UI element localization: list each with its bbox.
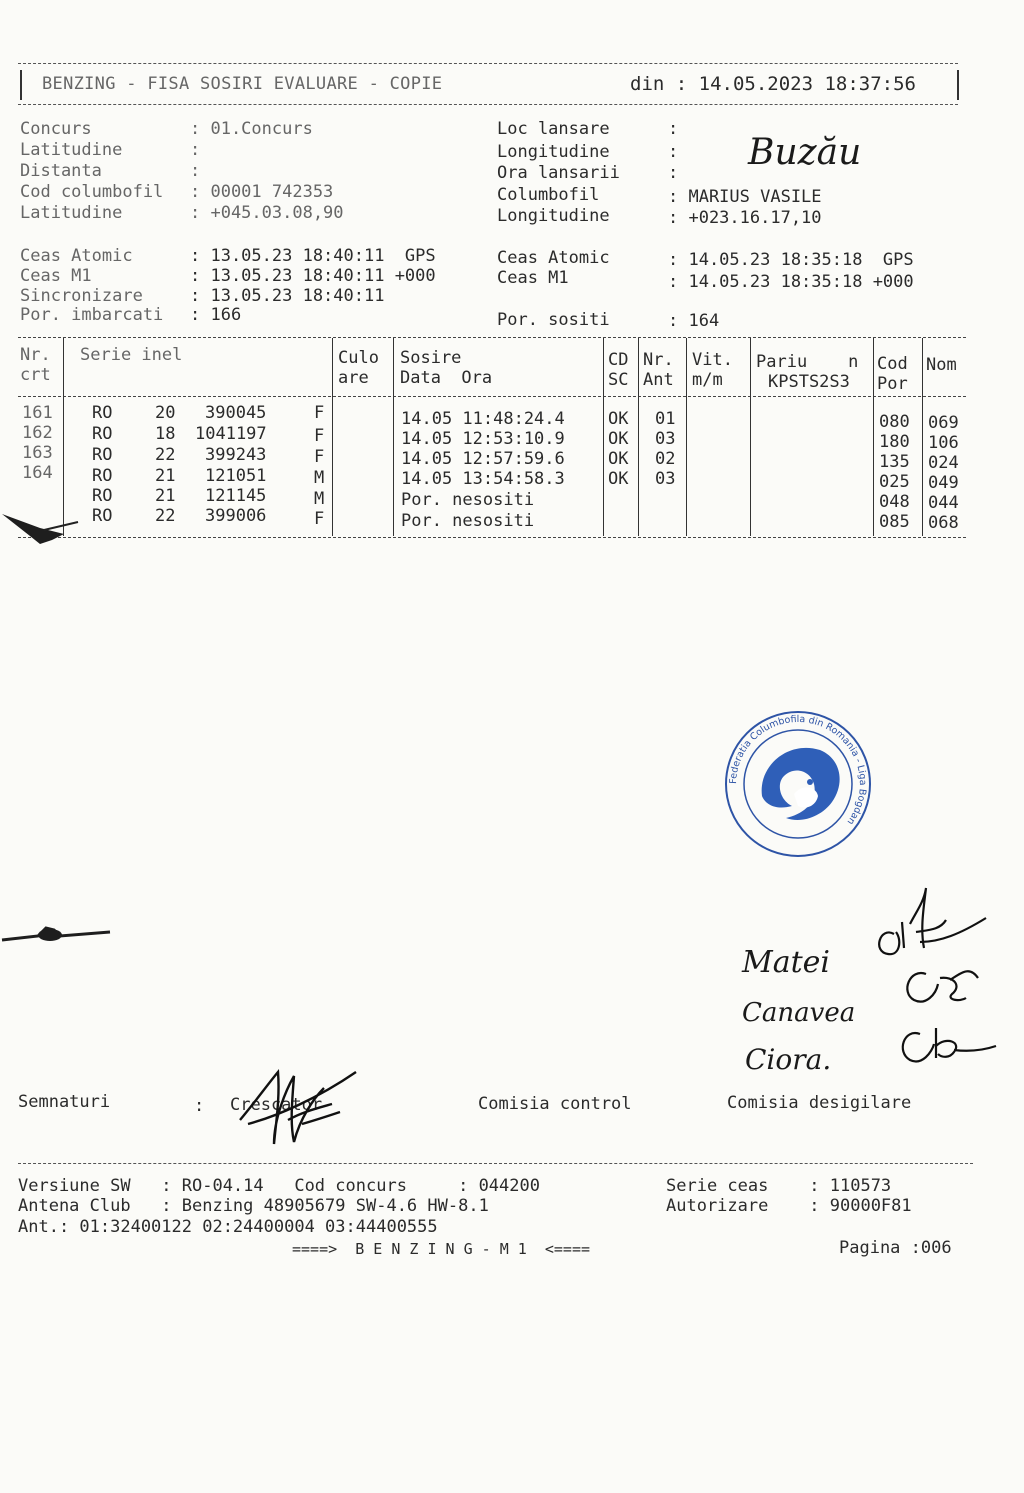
document-title: BENZING - FISA SOSIRI EVALUARE - COPIE: [42, 74, 443, 94]
header-cd: CD: [608, 350, 629, 370]
cell-cod: 048: [879, 492, 910, 512]
info-label: Cod columbofil: [20, 182, 164, 202]
cell-an: 18: [155, 424, 176, 444]
header-por: Por: [877, 374, 908, 394]
header-ant: Ant: [643, 370, 674, 390]
crescator-signature-icon: [228, 1058, 368, 1153]
info-value: : 00001 742353: [190, 182, 334, 202]
info-label: Distanta: [20, 161, 102, 181]
cell-nom: 069: [928, 413, 959, 433]
cell-tara: RO: [92, 424, 113, 444]
cell-nr: 162: [22, 423, 53, 443]
cell-inel: 1041197: [195, 424, 267, 444]
header-nom: Nom: [926, 355, 957, 375]
cell-cod: 085: [879, 512, 910, 532]
cell-sosire: Por. nesositi: [401, 511, 535, 531]
clock-value: : 13.05.23 18:40:11 GPS: [190, 246, 436, 266]
cell-nom: 068: [928, 513, 959, 533]
cell-ant: 03: [655, 469, 676, 489]
handwritten-name: Canavea: [742, 998, 856, 1028]
cell-sex: F: [314, 403, 325, 423]
cell-sex: F: [314, 509, 325, 529]
cell-nom: 024: [928, 453, 959, 473]
footer-antennas: Ant.: 01:32400122 02:24400004 03:44400555: [18, 1217, 438, 1237]
signatures-colon: :: [194, 1096, 205, 1116]
cell-inel: 121051: [205, 466, 267, 486]
handwritten-name: Ciora.: [745, 1043, 832, 1076]
cell-sex: M: [314, 468, 325, 488]
cell-sosire: 14.05 11:48:24.4: [401, 409, 565, 429]
footer-autorizare: Autorizare : 90000F81: [666, 1196, 912, 1216]
cell-nr: 161: [22, 403, 53, 423]
cell-nom: 106: [928, 433, 959, 453]
cell-cd: OK: [608, 449, 629, 469]
header-pariu: Pariu n: [756, 352, 859, 372]
header-nr: Nr.: [20, 345, 51, 365]
signature-crescator-label: Crescator: [230, 1095, 323, 1115]
cell-cd: OK: [608, 469, 629, 489]
info-value: : 01.Concurs: [190, 119, 313, 139]
header-mm: m/m: [692, 370, 723, 390]
header-culoare-2: are: [338, 368, 369, 388]
info-value: : +045.03.08,90: [190, 203, 344, 223]
cell-an: 22: [155, 445, 176, 465]
cell-cod: 080: [879, 412, 910, 432]
info-value: :: [190, 140, 201, 160]
clock-label: Por. imbarcati: [20, 305, 164, 325]
header-sc: SC: [608, 370, 629, 390]
cell-sex: F: [314, 447, 325, 467]
punch-mark-icon: [0, 500, 80, 550]
signature-comisia-control-label: Comisia control: [478, 1094, 632, 1114]
clock-label: Sincronizare: [20, 286, 143, 306]
cell-inel: 121145: [205, 486, 267, 506]
cell-tara: RO: [92, 403, 113, 423]
clock-label: Ceas Atomic: [497, 248, 610, 268]
cell-inel: 399243: [205, 445, 267, 465]
cell-nom: 044: [928, 493, 959, 513]
header-sosire: Sosire: [400, 348, 462, 368]
cell-tara: RO: [92, 506, 113, 526]
header-nr-ant: Nr.: [643, 350, 674, 370]
cell-tara: RO: [92, 486, 113, 506]
header-crt: crt: [20, 365, 51, 385]
cell-an: 22: [155, 506, 176, 526]
cell-ant: 02: [655, 449, 676, 469]
cell-cod: 025: [879, 472, 910, 492]
stamp-seal-icon: [722, 710, 874, 858]
footer-sw-version: Versiune SW : RO-04.14 Cod concurs : 044200: [18, 1176, 540, 1196]
cell-tara: RO: [92, 466, 113, 486]
cell-sosire: 14.05 13:54:58.3: [401, 469, 565, 489]
info-label: Longitudine: [497, 206, 610, 226]
cell-sosire: 14.05 12:53:10.9: [401, 429, 565, 449]
punch-mark-icon: [0, 918, 115, 948]
clock-value: : 13.05.23 18:40:11 +000: [190, 266, 436, 286]
cell-sosire: Por. nesositi: [401, 490, 535, 510]
handwritten-location: Buzău: [748, 132, 862, 173]
header-kpsts: KPSTS2S3: [768, 372, 850, 392]
cell-ant: 03: [655, 429, 676, 449]
header-border-right: [957, 70, 959, 100]
cell-inel: 390045: [205, 403, 267, 423]
cell-ant: 01: [655, 409, 676, 429]
clock-value: : 14.05.23 18:35:18 GPS: [668, 250, 914, 270]
page-number: Pagina :006: [839, 1238, 952, 1258]
clock-value: : 14.05.23 18:35:18 +000: [668, 272, 914, 292]
info-value: :: [190, 161, 201, 181]
cell-an: 21: [155, 466, 176, 486]
clock-value: : 164: [668, 311, 720, 331]
footer-serie-ceas: Serie ceas : 110573: [666, 1176, 892, 1196]
header-culoare: Culo: [338, 348, 379, 368]
info-value: : +023.16.17,10: [668, 208, 822, 228]
cell-an: 20: [155, 403, 176, 423]
footer-antena-club: Antena Club : Benzing 48905679 SW-4.6 HW-8.1: [18, 1196, 489, 1216]
cell-cd: OK: [608, 409, 629, 429]
info-label: Loc lansare: [497, 119, 610, 139]
cell-nom: 049: [928, 473, 959, 493]
stamp-text: Federatia Columbofila din Romania - Liga Bogdan: [727, 713, 869, 827]
clock-value: : 166: [190, 305, 242, 325]
cell-sex: M: [314, 489, 325, 509]
clock-label: Ceas M1: [497, 268, 569, 288]
cell-cod: 180: [879, 432, 910, 452]
header-vit: Vit.: [692, 350, 733, 370]
info-value: :: [668, 119, 679, 139]
header-border-left: [20, 70, 25, 100]
cell-sosire: 14.05 12:57:59.6: [401, 449, 565, 469]
stamp: [722, 710, 874, 858]
info-value: :: [668, 163, 679, 183]
committee-signatures-icon: [850, 882, 1000, 1072]
info-value: :: [668, 142, 679, 162]
signatures-label: Semnaturi: [18, 1092, 111, 1112]
info-label: Ora lansarii: [497, 163, 620, 183]
info-label: Latitudine: [20, 140, 123, 160]
clock-label: Ceas Atomic: [20, 246, 133, 266]
header-serie-inel: Serie inel: [80, 345, 183, 365]
clock-label: Por. sositi: [497, 310, 610, 330]
info-label: Concurs: [20, 119, 92, 139]
info-label: Longitudine: [497, 142, 610, 162]
clock-value: : 13.05.23 18:40:11: [190, 286, 385, 306]
cell-cd: OK: [608, 429, 629, 449]
cell-tara: RO: [92, 445, 113, 465]
info-label: Columbofil: [497, 185, 600, 205]
signature-comisia-desigilare-label: Comisia desigilare: [727, 1093, 912, 1113]
header-data-ora: Data Ora: [400, 368, 493, 388]
clock-label: Ceas M1: [20, 266, 92, 286]
cell-an: 21: [155, 486, 176, 506]
handwritten-name: Matei: [742, 945, 831, 980]
cell-nr: 164: [22, 463, 53, 483]
info-label: Latitudine: [20, 203, 123, 223]
cell-cod: 135: [879, 452, 910, 472]
footer-banner: ====> B E N Z I N G - M 1 <====: [292, 1240, 591, 1258]
cell-inel: 399006: [205, 506, 267, 526]
header-cod: Cod: [877, 354, 908, 374]
document-date: din : 14.05.2023 18:37:56: [630, 73, 916, 95]
info-value: : MARIUS VASILE: [668, 187, 822, 207]
cell-sex: F: [314, 426, 325, 446]
cell-nr: 163: [22, 443, 53, 463]
